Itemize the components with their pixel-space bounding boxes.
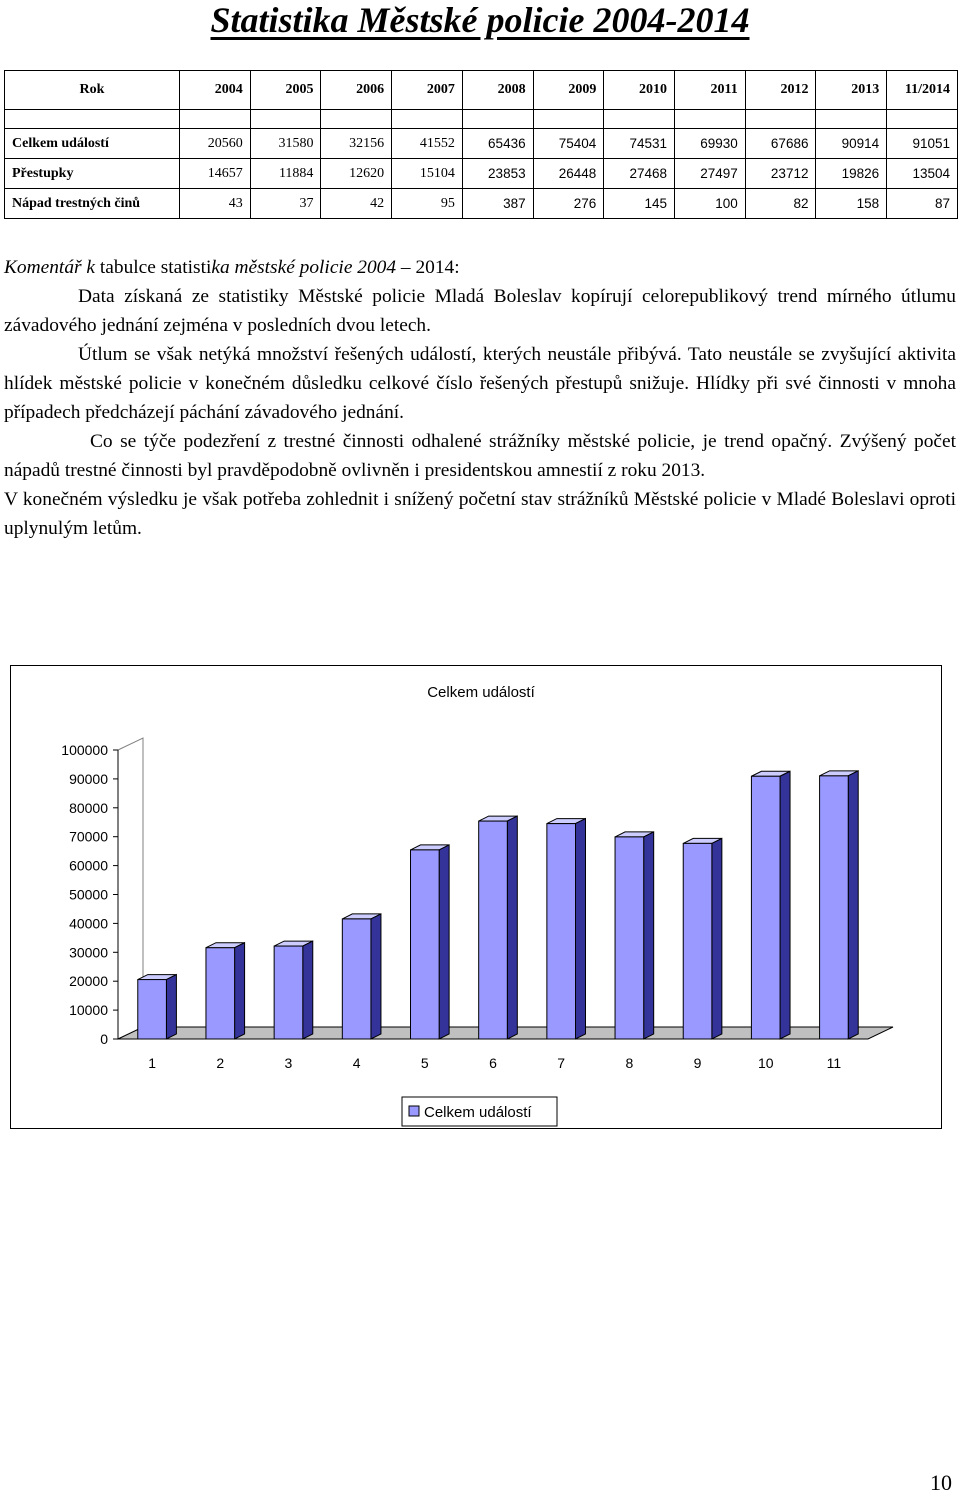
bar-side: [371, 914, 381, 1039]
bar-side: [644, 832, 654, 1039]
comment-paragraph-2: [4, 340, 956, 427]
table-row-label: Nápad trestných činů: [5, 189, 180, 219]
bar: [683, 843, 712, 1039]
table-spacer-cell: [250, 110, 321, 129]
comment-paragraph-1: Data získaná ze statistiky Městské policie Mladá Boleslav kopírují celorepublikový trend mírného útlumu závadového jednání zejména v posledních dvou letech.: [4, 286, 956, 336]
page-title: [0, 0, 960, 40]
comment-paragraph-4: V konečném výsledku je však potřeba zohlednit i snížený početní stav strážníků Městské policie v Mladé Boleslavi oproti uplynulým letům.: [4, 489, 956, 539]
comment-heading: [4, 253, 956, 282]
table-header-year: 2005: [250, 71, 321, 110]
x-tick-label: 4: [352, 1055, 361, 1071]
table-cell: 23712: [745, 159, 816, 189]
y-tick-label: 60000: [69, 857, 108, 874]
x-tick-label: 2: [216, 1055, 225, 1071]
comment-heading-part: Komentář k: [4, 257, 96, 278]
legend-swatch: [409, 1106, 419, 1116]
bar: [547, 824, 576, 1039]
y-tick-label: 70000: [69, 828, 108, 845]
bar: [342, 919, 371, 1039]
comment-paragraph-3: Co se týče podezření z trestné činnosti odhalené strážníky městské policie, je trend opačný. Zvýšený počet nápadů trestné činnosti byl pravděpodobně ovlivněn i presidentskou amnestií z roku 2013.: [4, 431, 956, 481]
table-cell: 19826: [816, 159, 887, 189]
bar-side: [166, 975, 176, 1039]
table-spacer-cell: [887, 110, 958, 129]
y-tick-label: 0: [100, 1031, 108, 1047]
table-spacer-cell: [180, 110, 251, 129]
table-row: [5, 129, 958, 159]
table-cell: 27497: [675, 159, 746, 189]
table-cell: 65436: [462, 129, 533, 159]
table-cell: 100: [675, 189, 746, 219]
table-cell: 27468: [604, 159, 675, 189]
table-cell: 87: [887, 189, 958, 219]
table-cell: 11884: [250, 159, 321, 189]
table-row: [5, 159, 958, 189]
bar-side: [439, 845, 449, 1039]
table-spacer-cell: [321, 110, 392, 129]
table-cell: 37: [250, 189, 321, 219]
table-spacer-cell: [745, 110, 816, 129]
x-tick-label: 11: [826, 1055, 842, 1071]
bar-side: [780, 771, 790, 1039]
bar: [138, 980, 167, 1039]
bar: [751, 776, 780, 1039]
table-row: [5, 189, 958, 219]
bar-side: [303, 941, 313, 1039]
table-header-year: 2012: [745, 71, 816, 110]
table-cell: 43: [180, 189, 251, 219]
x-tick-label: 7: [557, 1055, 566, 1071]
statistics-table: [4, 70, 958, 219]
table-header-label: Rok: [5, 71, 180, 110]
table-cell: 145: [604, 189, 675, 219]
table-header-row: [5, 71, 958, 110]
page-title-text: Statistika Městské policie 2004-2014: [210, 0, 750, 40]
table-cell: 91051: [887, 129, 958, 159]
x-tick-label: 5: [420, 1055, 429, 1071]
comment-heading-part: tabulce statisti: [95, 257, 212, 278]
events-chart: [10, 665, 942, 1129]
table-cell: 32156: [321, 129, 392, 159]
table-cell: 74531: [604, 129, 675, 159]
x-tick-label: 3: [284, 1055, 293, 1071]
table-row-label: Přestupky: [5, 159, 180, 189]
table-cell: 82: [745, 189, 816, 219]
bar: [615, 837, 644, 1039]
table-cell: 12620: [321, 159, 392, 189]
table-spacer-row: [5, 110, 958, 129]
comment-heading-part: – 2014:: [396, 257, 460, 278]
bar-side: [848, 771, 858, 1039]
x-tick-label: 10: [757, 1055, 774, 1071]
y-tick-label: 20000: [69, 973, 108, 990]
comment-section: [4, 253, 956, 543]
table-header-year: 2013: [816, 71, 887, 110]
table-spacer-cell: [816, 110, 887, 129]
x-tick-label: 8: [625, 1055, 634, 1071]
table-spacer-cell: [675, 110, 746, 129]
table-header-year: 2010: [604, 71, 675, 110]
table-spacer-cell: [533, 110, 604, 129]
bar-side: [576, 819, 586, 1039]
x-tick-label: 9: [693, 1055, 702, 1071]
bar: [206, 948, 235, 1039]
comment-heading-part: ka městské policie 2004: [211, 257, 397, 278]
table-spacer-cell: [392, 110, 463, 129]
table-cell: 95: [392, 189, 463, 219]
table-header-year: 2011: [675, 71, 746, 110]
table-cell: 14657: [180, 159, 251, 189]
y-tick-label: 30000: [69, 944, 108, 961]
table-row-label: Celkem událostí: [5, 129, 180, 159]
comment-paragraph-2-part: Tato neustále se zvyšující aktivita hlídek městské policie v konečném důsledku celkové číslo řešených přestupů snižuje. Hlídky při své činnosti v mnoha případech předcházejí páchání závadového jednání.: [4, 344, 956, 423]
x-tick-label: 6: [489, 1055, 497, 1071]
table-spacer-cell: [5, 110, 180, 129]
table-cell: 26448: [533, 159, 604, 189]
table-cell: 41552: [392, 129, 463, 159]
table-header-year: 11/2014: [887, 71, 958, 110]
table-cell: 276: [533, 189, 604, 219]
table-cell: 42: [321, 189, 392, 219]
table-cell: 31580: [250, 129, 321, 159]
table-cell: 23853: [462, 159, 533, 189]
table-cell: 20560: [180, 129, 251, 159]
table-spacer-cell: [604, 110, 675, 129]
legend-label: Celkem událostí: [424, 1104, 532, 1121]
table-header-year: 2007: [392, 71, 463, 110]
table-cell: 75404: [533, 129, 604, 159]
page-number: 10: [930, 1470, 952, 1495]
table-cell: 387: [462, 189, 533, 219]
x-tick-label: 1: [148, 1055, 156, 1071]
bar-side: [235, 943, 245, 1039]
y-tick-label: 100000: [61, 742, 108, 758]
comment-paragraph-2-part: Útlum se však netýká množství řešených událostí, kterých neustále přibývá.: [78, 344, 682, 365]
table-header-year: 2009: [533, 71, 604, 110]
table-spacer-cell: [462, 110, 533, 129]
table-header-year: 2008: [462, 71, 533, 110]
table-cell: 15104: [392, 159, 463, 189]
chart-title: Celkem událostí: [427, 684, 535, 701]
table-cell: 158: [816, 189, 887, 219]
table-cell: 90914: [816, 129, 887, 159]
bar: [479, 821, 508, 1039]
events-chart-svg: [11, 666, 941, 1128]
y-tick-label: 10000: [69, 1002, 108, 1019]
table-cell: 67686: [745, 129, 816, 159]
table-header-year: 2004: [180, 71, 251, 110]
table-header-year: 2006: [321, 71, 392, 110]
table-cell: 13504: [887, 159, 958, 189]
bar-side: [507, 816, 517, 1039]
y-tick-label: 50000: [69, 886, 108, 903]
bar: [411, 850, 440, 1039]
table-cell: 69930: [675, 129, 746, 159]
bar-side: [712, 838, 722, 1039]
y-tick-label: 90000: [69, 770, 108, 787]
bar: [274, 946, 303, 1039]
y-tick-label: 40000: [69, 915, 108, 932]
bar: [820, 776, 849, 1039]
y-tick-label: 80000: [69, 799, 108, 816]
